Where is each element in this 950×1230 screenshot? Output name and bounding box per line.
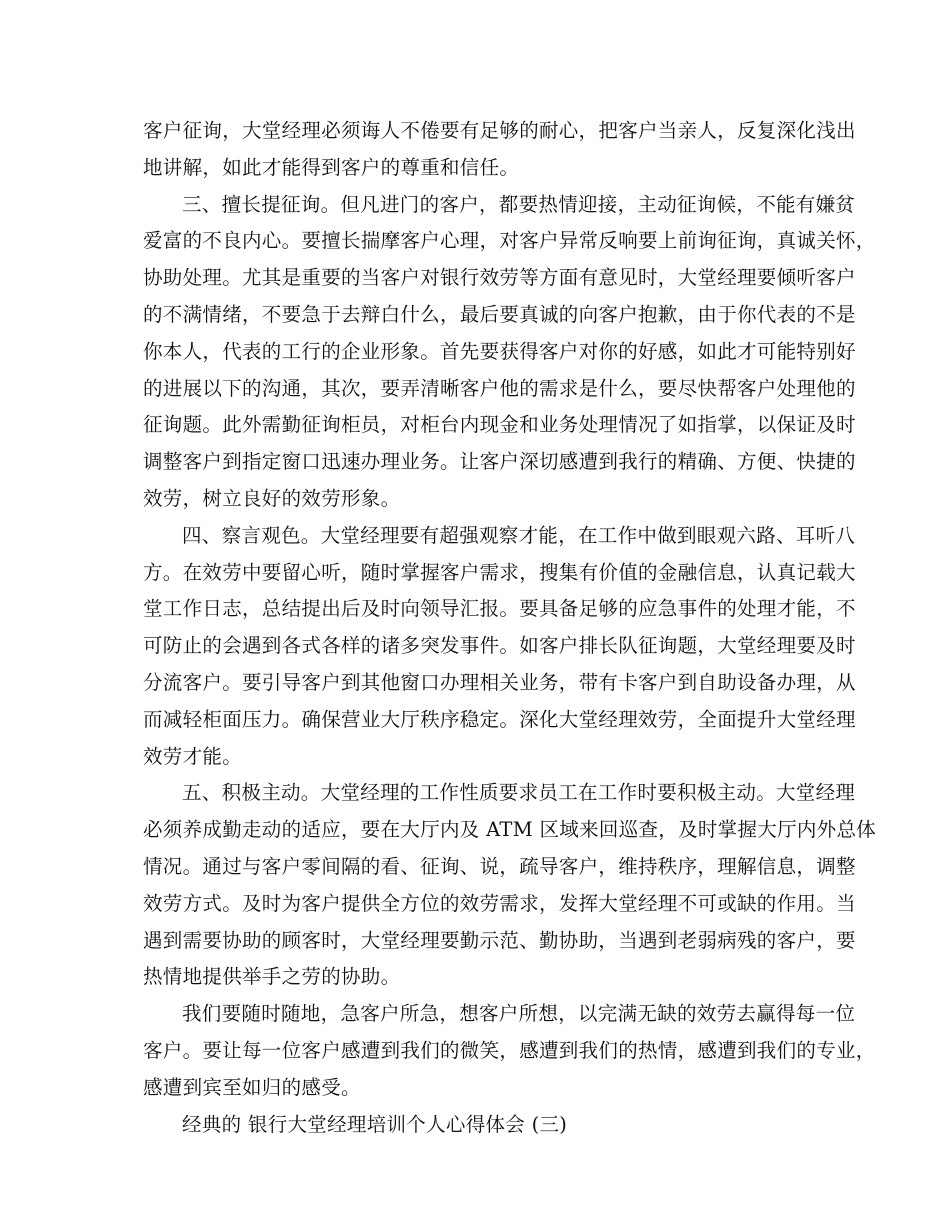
paragraph (143, 996, 876, 1106)
text-line: 客户征询，大堂经理必须诲人不倦要有足够的耐心，把客户当亲人，反复深化浅出 (143, 119, 856, 142)
text-line: 的进展以下的沟通，其次，要弄清晰客户他的需求是什么，要尽快帮客户处理他的 (143, 376, 856, 400)
text-line: 感遭到宾至如归的感受。 (143, 1075, 361, 1099)
text-line: 我们要随时随地，急客户所急，想客户所想，以完满无缺的效劳去赢得每一位 (182, 1002, 856, 1026)
paragraph (143, 775, 877, 996)
text-line: 协助处理。尤其是重要的当客户对银行效劳等方面有意见时，大堂经理要倾听客户 (143, 266, 856, 290)
text-line: 征询题。此外需勤征询柜员，对柜台内现金和业务处理情况了如指掌，以保证及时 (143, 413, 856, 437)
paragraph (143, 518, 856, 776)
text-line: 你本人，代表的工行的企业形象。首先要获得客户对你的好感，如此才可能特别好 (143, 339, 856, 363)
text-line: 情况。通过与客户零间隔的看、征询、说，疏导客户，维持秩序，理解信息，调整 (143, 854, 856, 878)
text-line: 热情地提供举手之劳的协助。 (143, 965, 401, 989)
text-line: 客户。要让每一位客户感遭到我们的微笑，感遭到我们的热情，感遭到我们的专业， (143, 1038, 876, 1062)
text-line: 效劳方式。及时为客户提供全方位的效劳需求，发挥大堂经理不可或缺的作用。当 (143, 891, 856, 915)
text-line: 而减轻柜面压力。确保营业大厅秩序稳定。深化大堂经理效劳，全面提升大堂经理 (143, 707, 856, 731)
text-line: 堂工作日志，总结提出后及时向领导汇报。要具备足够的应急事件的处理才能，不 (143, 597, 856, 621)
paragraph (143, 1107, 813, 1144)
text-line: 可防止的会遇到各式各样的诸多突发事件。如客户排长队征询题，大堂经理要及时 (143, 634, 856, 658)
document-body (143, 113, 877, 1143)
text-line: 的不满情绪，不要急于去辩白什么，最后要真诚的向客户抱歉，由于你代表的不是 (143, 302, 856, 326)
text-line: 爱富的不良内心。要擅长揣摩客户心理，对客户异常反响要上前询征询，真诚关怀， (143, 229, 876, 253)
text-line: 三、擅长提征询。但凡进门的客户，都要热情迎接，主动征询候，不能有嫌贫 (182, 192, 856, 216)
text-line: 地讲解，如此才能得到客户的尊重和信任。 (143, 155, 520, 179)
text-line: 分流客户。要引导客户到其他窗口办理相关业务，带有卡客户到自助设备办理，从 (143, 670, 856, 694)
text-line: 方。在效劳中要留心听，随时掌握客户需求，搜集有价值的金融信息，认真记载大 (143, 560, 856, 584)
text-line: 调整客户到指定窗口迅速办理业务。让客户深切感遭到我行的精确、方便、快捷的 (143, 450, 856, 474)
text-line: 效劳，树立良好的效劳形象。 (143, 486, 401, 510)
text-line: 经典的 银行大堂经理培训个人心得体会 (三) (182, 1112, 568, 1136)
paragraph (143, 187, 876, 518)
text-line: 五、积极主动。大堂经理的工作性质要求员工在工作时要积极主动。大堂经理 (182, 781, 856, 805)
text-line: 必须养成勤走动的适应，要在大厅内及 ATM 区域来回巡查，及时掌握大厅内外总体 (143, 818, 877, 842)
paragraph (143, 113, 856, 187)
text-line: 遇到需要协助的顾客时，大堂经理要勤示范、勤协助，当遇到老弱病残的客户，要 (143, 928, 856, 952)
text-line: 四、察言观色。大堂经理要有超强观察才能，在工作中做到眼观六路、耳听八 (182, 523, 856, 547)
text-line: 效劳才能。 (143, 744, 243, 768)
